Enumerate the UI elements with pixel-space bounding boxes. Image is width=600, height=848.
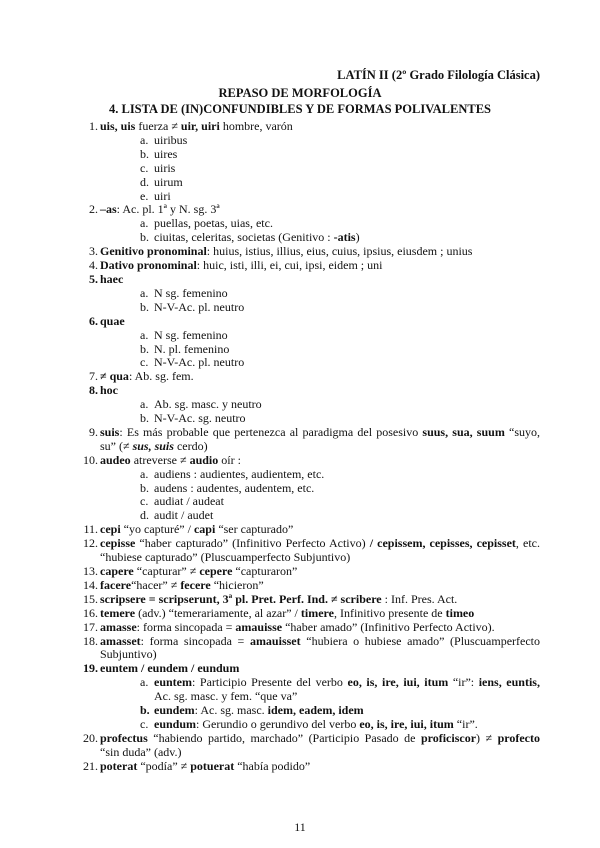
item-number: 9. xyxy=(89,424,98,439)
list-item-7 xyxy=(89,369,540,384)
sub-text: N-V-Ac. sg. neutro xyxy=(154,411,246,426)
item-number: 5. xyxy=(89,271,98,286)
list-item-6 xyxy=(89,313,540,329)
term: eundum xyxy=(154,716,197,731)
text: : forma sincopada = xyxy=(140,633,250,648)
sub-text: N-V-Ac. pl. neutro xyxy=(154,355,245,370)
sub-letter: b. xyxy=(140,230,149,245)
term: hoc xyxy=(100,383,118,398)
item-number: 7. xyxy=(89,369,98,384)
text: “ser capturado” xyxy=(215,522,294,537)
sub-letter: a. xyxy=(140,327,149,342)
sub-item xyxy=(100,704,540,718)
term: poterat xyxy=(100,758,138,773)
sub-text: N sg. femenino xyxy=(154,327,228,342)
sub-item xyxy=(100,329,540,343)
text: “sin duda” (adv.) xyxy=(100,744,182,759)
sub-text: N-V-Ac. pl. neutro xyxy=(154,299,245,314)
text: fuerza ≠ xyxy=(135,119,181,133)
sub-item xyxy=(100,231,540,245)
sub-letter: a. xyxy=(140,285,149,300)
sub-text: uiribus xyxy=(154,132,188,147)
sub-item xyxy=(100,676,540,704)
term: audio xyxy=(189,452,219,467)
sub-item xyxy=(100,287,540,301)
text: “podía” ≠ xyxy=(137,758,191,773)
sub-letter: c. xyxy=(140,355,149,370)
text: “capturar” ≠ xyxy=(133,564,200,578)
term: eundem xyxy=(154,703,195,718)
sub-item xyxy=(100,301,540,315)
sub-letter: b. xyxy=(140,411,149,426)
term: timere xyxy=(300,605,334,620)
term: profecto xyxy=(497,730,540,745)
item-number: 21. xyxy=(83,758,98,773)
item-number: 3. xyxy=(89,244,98,259)
term: amasset xyxy=(100,633,141,648)
term-italic: sus, suis xyxy=(132,438,174,453)
course-header: LATÍN II (2º Grado Filología Clásica) xyxy=(337,68,540,82)
text: : Es más probable que pertenezca al paradigma del posesivo xyxy=(119,424,423,439)
page-title: REPASO DE MORFOLOGÍA xyxy=(218,86,382,100)
item-number: 2. xyxy=(89,202,98,217)
sub-text: : Participio Presente del verbo xyxy=(192,675,348,690)
list-item-9 xyxy=(89,424,541,454)
sub-letter: c. xyxy=(140,494,149,509)
text: “había podido” xyxy=(234,758,311,773)
list-item-12 xyxy=(83,536,540,565)
text: ) ≠ xyxy=(476,730,498,745)
term: amauisset xyxy=(249,633,301,648)
sub-item xyxy=(100,134,540,148)
sub-text: audens : audentes, audentem, etc. xyxy=(154,480,315,495)
term: eo, is, ire, iui, itum xyxy=(359,716,454,731)
sub-text: uires xyxy=(154,146,178,161)
term: haec xyxy=(100,271,124,286)
sub-text: “ir”: xyxy=(448,675,479,690)
term: iens, euntis, xyxy=(478,675,540,690)
sub-letter: c. xyxy=(140,160,149,175)
text: “hubiera o hubiese amado” (Pluscuamperfecto Subjuntivo) xyxy=(100,633,540,662)
text: : Ac. pl. 1ª y N. sg. 3ª xyxy=(116,202,220,217)
forms-list xyxy=(83,119,541,774)
term: proficiscor xyxy=(420,730,477,745)
term: temere xyxy=(100,605,136,620)
text: “suyo, su” (≠ xyxy=(100,424,541,453)
item-number: 18. xyxy=(83,633,98,648)
term: cepi xyxy=(100,522,121,537)
sub-text: audit / audet xyxy=(154,508,214,523)
text: , etc. “hubiese capturado” (Pluscuamperfecto Subjuntivo) xyxy=(100,536,540,565)
term: cepisse xyxy=(100,536,136,551)
text: : huius, istius, illius, eius, cuius, ipsius, eiusdem ; unius xyxy=(206,244,473,259)
text: : Inf. Pres. Act. xyxy=(381,591,458,606)
item-number: 15. xyxy=(83,591,98,606)
list-item-15 xyxy=(83,591,540,607)
page-number: 11 xyxy=(294,820,306,834)
list-item-18 xyxy=(83,633,540,663)
text: “haber amado” (Infinitivo Perfecto Activo). xyxy=(282,619,495,634)
item-number: 16. xyxy=(83,605,98,620)
list-item-11 xyxy=(83,522,540,537)
item-number: 13. xyxy=(83,564,98,578)
sub-letter: a. xyxy=(140,675,149,690)
sub-item xyxy=(100,217,540,231)
term: idem, eadem, idem xyxy=(267,703,364,718)
term: cepere xyxy=(199,564,233,578)
text: cerdo) xyxy=(173,438,208,453)
item-number: 19. xyxy=(83,661,98,676)
item-number: 8. xyxy=(89,383,98,398)
sub-item xyxy=(100,718,540,732)
list-item-10 xyxy=(83,452,540,468)
text: : forma sincopada = xyxy=(136,619,236,634)
list-item-8 xyxy=(89,383,540,398)
list-item-21 xyxy=(83,758,540,774)
sub-text: : Gerundio o gerundivo del verbo xyxy=(196,716,360,731)
sub-text: “ir”. xyxy=(453,716,478,731)
sub-text: : Ac. sg. masc. xyxy=(194,703,268,718)
term: fecere xyxy=(180,577,211,592)
sub-letter: b. xyxy=(140,703,150,718)
list-item-13 xyxy=(83,564,540,579)
term: timeo xyxy=(445,605,475,620)
text: “haber capturado” (Infinitivo Perfecto Activo) xyxy=(135,536,370,551)
term: amauisse xyxy=(235,619,283,634)
list-item-5 xyxy=(89,271,540,287)
sub-letter: c. xyxy=(140,716,149,731)
list-item-14 xyxy=(83,577,540,593)
term: suus, sua, suum xyxy=(422,424,505,439)
sub-letter: e. xyxy=(140,188,149,203)
item-number: 1. xyxy=(89,119,98,133)
sub-item xyxy=(100,356,540,370)
sub-letter: d. xyxy=(140,174,149,189)
term: Genitivo pronominal xyxy=(100,244,207,259)
list-item-2 xyxy=(89,202,540,217)
sub-text: puellas, poetas, uias, etc. xyxy=(154,216,273,231)
term: quae xyxy=(100,313,125,328)
list-item-16 xyxy=(83,605,540,621)
term: audeo xyxy=(100,452,131,467)
sub-letter: b. xyxy=(140,480,149,495)
term: facere xyxy=(100,577,132,592)
text: : Ab. sg. fem. xyxy=(128,369,194,384)
term: suis xyxy=(100,424,120,439)
list-item-19 xyxy=(83,661,540,676)
item-number: 6. xyxy=(89,313,98,328)
sub-letter: a. xyxy=(140,132,149,147)
text: : huic, isti, illi, ei, cui, ipsi, eidem ; uni xyxy=(196,258,383,273)
item-number: 17. xyxy=(83,619,98,634)
sub-letter: b. xyxy=(140,341,149,356)
sub-text: ) xyxy=(355,230,360,245)
term: euntem / eundem / eundum xyxy=(100,661,240,676)
sub-letter: b. xyxy=(140,299,149,314)
item-number: 4. xyxy=(89,258,98,273)
term: -atis xyxy=(333,230,356,245)
sub-item xyxy=(100,148,540,162)
item-number: 11. xyxy=(83,522,98,537)
term: uis, uis xyxy=(100,119,136,133)
sub-text: audiens : audientes, audientem, etc. xyxy=(154,466,325,481)
text: “yo capturé” / xyxy=(120,522,194,537)
sub-text: Ab. sg. masc. y neutro xyxy=(154,397,262,412)
list-item-3 xyxy=(89,244,540,259)
list-item-20 xyxy=(83,730,540,760)
sub-text: Ac. sg. masc. y fem. “que va” xyxy=(154,689,298,704)
sub-letter: d. xyxy=(140,508,149,523)
text: hombre, varón xyxy=(219,119,293,133)
sub-text: uirum xyxy=(154,174,183,189)
text: oír : xyxy=(218,452,241,467)
item-number: 10. xyxy=(83,452,98,467)
sub-item xyxy=(100,482,540,496)
sub-letter: a. xyxy=(140,216,149,231)
term: uir, uiri xyxy=(180,119,220,133)
sub-item xyxy=(100,398,540,412)
sub-letter: a. xyxy=(140,466,149,481)
text: (adv.) “temerariamente, al azar” / xyxy=(135,605,301,620)
term: potuerat xyxy=(190,758,235,773)
term: capere xyxy=(100,564,134,578)
sub-item xyxy=(100,162,540,176)
sub-item xyxy=(100,190,540,204)
sub-letter: a. xyxy=(140,397,149,412)
term: euntem xyxy=(154,675,192,690)
item-number: 20. xyxy=(83,730,98,745)
term: –as xyxy=(100,202,117,217)
term: eo, is, ire, iui, itum xyxy=(347,675,449,690)
sub-item xyxy=(100,176,540,190)
term: Dativo pronominal xyxy=(100,258,197,273)
term: scripsere = scripserunt, 3ª pl. Pret. Perf. Ind. ≠ scribere xyxy=(100,591,382,606)
term: ≠ qua xyxy=(100,369,129,384)
list-item-4 xyxy=(89,258,540,273)
sub-letter: b. xyxy=(140,146,149,161)
list-item-17 xyxy=(83,619,540,635)
text: atreverse ≠ xyxy=(130,452,190,467)
sub-item xyxy=(100,495,540,509)
sub-item xyxy=(100,468,540,482)
text: “hicieron” xyxy=(210,577,264,592)
item-number: 12. xyxy=(83,536,98,551)
item-number: 14. xyxy=(83,577,98,592)
list-item-1 xyxy=(89,119,540,134)
text: “habiendo partido, marchado” (Participio Pasado de xyxy=(147,730,421,745)
sub-item xyxy=(100,412,540,426)
sub-text: audiat / audeat xyxy=(154,494,224,509)
text: “capturaron” xyxy=(232,564,298,578)
sub-text: N. pl. femenino xyxy=(154,341,230,356)
term: amasse xyxy=(100,619,137,634)
sub-text: uiri xyxy=(154,188,171,203)
text: “hacer” ≠ xyxy=(131,577,181,592)
sub-text: uiris xyxy=(154,160,176,175)
term: profectus xyxy=(100,730,148,745)
sub-item xyxy=(100,509,540,523)
section-title: 4. LISTA DE (IN)CONFUNDIBLES Y DE FORMAS POLIVALENTES xyxy=(108,102,491,116)
term: capi xyxy=(193,522,216,537)
term: / cepissem, cepisses, cepisset xyxy=(369,536,516,551)
sub-text: ciuitas, celeritas, societas (Genitivo : xyxy=(154,230,334,245)
sub-item xyxy=(100,343,540,357)
text: , Infinitivo presente de xyxy=(333,605,446,620)
sub-text: N sg. femenino xyxy=(154,285,228,300)
